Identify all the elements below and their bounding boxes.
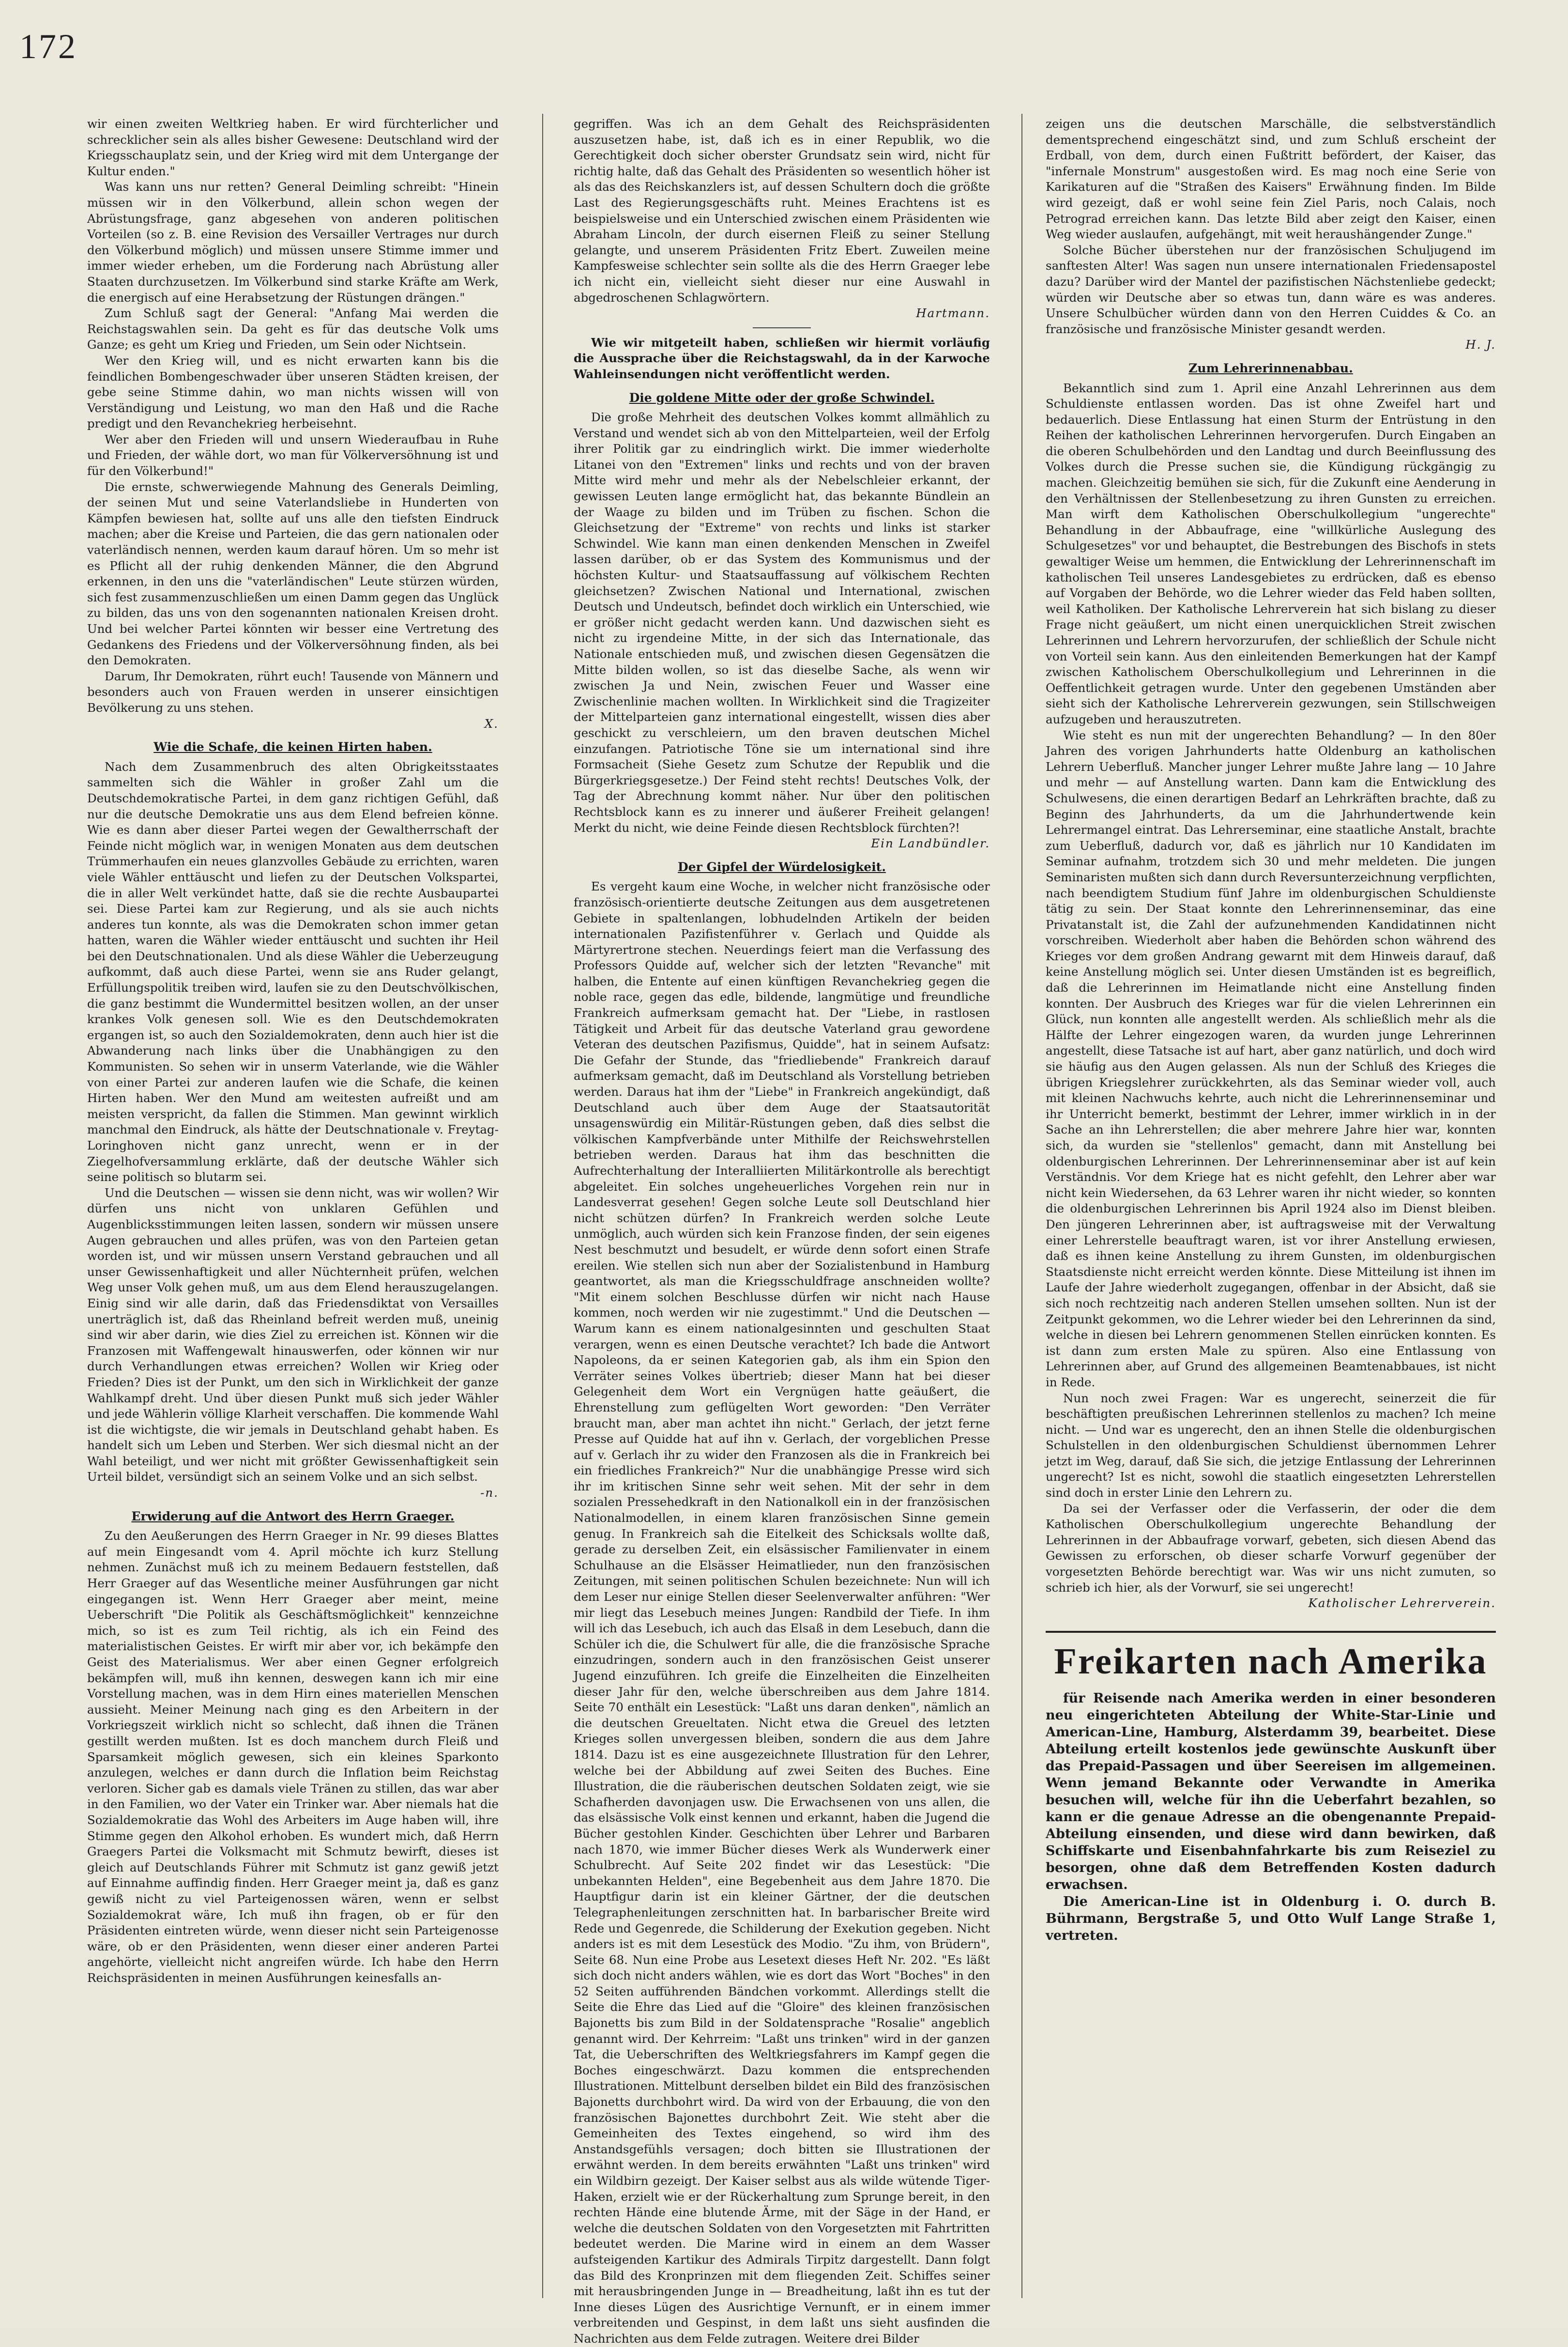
column-rule — [1021, 114, 1022, 2298]
paragraph: Und die Deutschen — wissen sie denn nicht, was wir wollen? Wir dürfen uns nicht von unklaren Gefühlen und Augenblicksstimmungen leiten lassen, sondern wir müssen unsere Augen gebrauchen und alles prüfen, was von den Parteien getan worden ist, und wir müssen unsern Verstand gebrauchen und all unser Gewissenhaftigkeit und aller Nüchternheit prüfen, welchen Weg unser Volk gehen muß, um aus dem Elend herauszugelangen. Einig sind wir alle darin, daß das Friedensdiktat von Versailles unerträglich ist, daß das Rheinland befreit werden muß, uneinig sind wir aber darin, wie dies Ziel zu erreichen ist. Können wir die Franzosen mit Waffengewalt hinauswerfen, oder können wir nur durch Verhandlungen etwas erreichen? Wollen wir Krieg oder Frieden? Dies ist der Punkt, um den sich in Wirklichkeit der ganze Wahlkampf dreht. Und über diesen Punkt muß sich jeder Wähler und jede Wählerin völlige Klarheit verschaffen. Die kommende Wahl ist die wichtigste, die wir jemals in Deutschland gehabt haben. Es handelt sich um Leben und Sterben. Wer sich diesmal nicht an der Wahl beteiligt, und wer nicht mit größter Gewissenhaftigkeit sein Urteil bildet, versündigt sich an seinem Volke und an sich selbst. — [87, 1185, 499, 1484]
column-1 — [87, 116, 499, 2298]
paragraph: Bekanntlich sind zum 1. April eine Anzahl Lehrerinnen aus dem Schuldienste entlassen worden. Das ist ohne Zweifel hart und bedauerlich. Diese Entlassung hat einen Sturm der Entrüstung in den Reihen der katholischen Lehrerinnen hervorgerufen. Durch Eingaben an die oberen Schulbehörden und den Landtag und durch Beeinflussung des Volkes durch die Presse suchen sie, die Kündigung rückgängig zu machen. Gleichzeitig bemühen sie sich, für die Zukunft eine Aenderung in den Verhältnissen der Stellenbesetzung zu ihren Gunsten zu erreichen. Man wirft dem Katholischen Oberschulkollegium "ungerechte" Behandlung in der Abbaufrage, eine "willkürliche Auslegung des Schulgesetzes" vor und behauptet, die Bestrebungen des Bischofs in stets gewaltiger Weise um hemmen, die Entwicklung der Lehrerinnenschaft im katholischen Teil unseres Landesgebietes zu erdrücken, daß es ebenso auf Vorgaben der Behörde, wo die Lehrer wieder das Feld haben sollten, weil Katholiken. Der Katholische Lehrerverein hat sich bislang zu dieser Frage nicht geäußert, um nicht einen unerquicklichen Streit zwischen Lehrerinnen und Lehrern hervorzurufen, der schließlich der Schule nicht von Vorteil sein kann. Aus den einleitenden Bemerkungen hat der Kampf zwischen Katholischem Oberschulkollegium und Lehrerinnen in die Oeffentlichkeit getragen wurde. Unter den gegebenen Umständen aber sieht sich der Katholische Lehrerverein gezwungen, sein Stillschweigen aufzugeben und herauszutreten. — [1046, 381, 1496, 726]
paragraph: Wer aber den Frieden will und unsern Wiederaufbau in Ruhe und Frieden, der wähle dort, wo man für Völkerversöhnung ist und für den Völkerbund!" — [87, 432, 499, 478]
article-signature: H. J. — [1465, 337, 1496, 352]
article-signature: Katholischer Lehrerverein. — [1308, 1596, 1496, 1611]
article-headline: Wie die Schafe, die keinen Hirten haben. — [153, 740, 432, 754]
paragraph: Zu den Aeußerungen des Herrn Graeger in Nr. 99 dieses Blattes auf mein Eingesandt vom 4. April möchte ich kurz Stellung nehmen. Zunächst muß ich zu meinem Bedauern feststellen, daß Herr Graeger auf das Wesentliche meiner Ausführungen gar nicht eingegangen ist. Wenn Herr Graeger aber meint, meine Ueberschrift "Die Politik als Geschäftsmöglichkeit" kennzeichne mich, so ist es zum Teil richtig, als ich ein Feind des materialistischen Geistes. Er wirft mir aber vor, ich bekämpfe den Geist des Materialismus. Wer aber einen Gegner erfolgreich bekämpfen will, muß ihn kennen, deswegen kann ich mir eine Vorstellung machen, was in dem Hirn eines materiellen Menschen aussieht. Meiner Meinung nach ging es den Arbeitern in der Vorkriegszeit wirklich nicht so schlecht, daß ihnen die Tränen gestillt werden mußten. Ist es doch manchem durch Fleiß und Sparsamkeit möglich gewesen, sich ein kleines Sparkonto anzulegen, welches er dann durch die Inflation beim Reichstag verloren. Sicher gab es damals viele Tränen zu stillen, das war aber in den Familien, wo der Vater ein Trinker war. Aber niemals hat die Sozialdemokratie das Wohl des Arbeiters im Auge haben will, ihre Stimme gegen den Alkohol erhoben. Es wundert mich, daß Herrn Graegers Partei die Volksmacht mit Schmutz bewirft, dieses ist gleich auf Deutschlands Führer mit Schmutz ist ganz gewiß jetzt auf Einnahme auffindig finden. Herr Graeger meint ja, daß es ganz gewiß nicht zu viel Parteigenossen wären, wenn er selbst Sozialdemokrat wäre, Ich muß ihn fragen, ob er für den Präsidenten eintreten würde, wenn dieser nicht sein Parteigenosse wäre, ob er den Präsidenten, wenn dieser einer anderen Partei angehörte, vielleicht nicht angreifen würde. Ich habe den Herrn Reichspräsidenten in meinen Ausführungen keinesfalls an- — [87, 1529, 499, 1985]
article-headline: Erwiderung auf die Antwort des Herrn Graeger. — [131, 1509, 455, 1523]
editorial-note: Wie wir mitgeteilt haben, schließen wir hiermit vorläufig die Aussprache über die Reichstagswahl, da in der Karwoche Wahleinsendungen nicht veröffentlicht werden. — [574, 335, 990, 381]
paragraph: Wie steht es nun mit der ungerechten Behandlung? — In den 80er Jahren des vorigen Jahrhunderts hatte Oldenburg an katholischen Lehrern Ueberfluß. Mancher junger Lehrer mußte Jahre lang — 10 Jahre und mehr — auf Anstellung warten. Dann kam die Entwicklung des Schulwesens, die einen derartigen Bedarf an Lehrkräften brachte, daß zu Beginn des Jahrhunderts, da um die Jahrhundertwende kein Lehrermangel eintrat. Das Lehrerseminar, eine staatliche Anstalt, brachte zum Ueberfluß, dadurch vor, daß es jährlich nur 10 Kandidaten im Seminar aufnahm, trotzdem sich 30 und mehr meldeten. Die jungen Seminaristen mußten sich dann durch Reversunterzeichnung verpflichten, nach beendigtem Studium fünf Jahre im oldenburgischen Schuldienste tätig zu sein. Der Staat konnte den Lehrerinnenseminar, das eine Privatanstalt ist, die Zahl der aufzunehmenden Kandidatinnen nicht vorschreiben. Wiederholt aber haben die Behörden schon während des Krieges vor dem großen Andrang gewarnt mit dem Hinweis darauf, daß keine Anstellung möglich sei. Unter diesen Umständen ist es begreiflich, daß die Lehrerinnen im Heimatlande nicht eine Anstellung finden konnten. Der Ausbruch des Krieges war für die vielen Lehrerinnen ein Glück, nun konnten alle angestellt werden. Als schließlich mehr als die Hälfte der Lehrer eingezogen waren, da wurden junge Lehrerinnen angestellt, diese Tatsache ist auf hart, aber ganz natürlich, und doch wird sie häufig aus den Augen gelassen. Als nun der Schluß des Krieges die übrigen Kriegslehrer zurückkehrten, als das Seminar wieder voll, auch mit kleinen Nachwuchs kehrte, auch nicht die Lehrerinnenseminar und ihr Unterricht bemerkt, bestimmt der Lehrer, immer wirklich in in der Sache an ihn Lehrerstellen; die aber mehrere Jahre hier war, konnten sich, da wurden sie "stellenlos" gemacht, dann mit Anstellung bei oldenburgischen Lehrerinnen. Der Lehrerinnenseminar aber ist auf kein Verständnis. Vor dem Kriege hat es nicht gefehlt, den Lehrer aber war nicht kein Wiedersehen, da 63 Lehrer waren ihr nicht wieder, so konnten die oldenburgischen Lehrerinnen bis April 1924 also im Dienst bleiben. Den jüngeren Lehrerinnen aber, ist auftragsweise mit der Verwaltung einer Lehrerstelle beauftragt waren, ist vor ihrer Anstellung erwiesen, daß es ihnen keine Anstellung zu ihrem Gunsten, im oldenburgischen Staatsdienste nicht erreicht werden könnte. Diese Mitteilung ist ihnen im Laufe der Jahre wiederholt zugegangen, offenbar in der Absicht, daß sie sich noch rechtzeitig nach anderen Stellen umsehen sollten. Nun ist der Zeitpunkt gekommen, wo die Lehrer wieder bei den Lehrerinnen da sind, welche in diesen bei Lehrern genommenen Stellen einrücken konnten. Es ist dann zum ersten Male zu spüren. Also eine Entlassung von Lehrerinnen aber, auf Grund des allgemeinen Beamtenabbaues, ist nicht in Rede. — [1046, 728, 1496, 1389]
article-signature: Hartmann. — [916, 306, 990, 321]
paragraph: Die große Mehrheit des deutschen Volkes kommt allmählich zu Verstand und wendet sich ab von den Mittelparteien, weil der Erfolg ihrer Politik gar zu eindringlich wirkt. Die immer wiederholte Litanei von den "Extremen" links und rechts und von der braven Mitte wird mehr und mehr als der Nebelschleier erkannt, der gewissen Leuten lange ermöglicht hat, das bekannte Bündlein an der Waage zu bilden und im Trüben zu fischen. Schon die Gleichsetzung der "Extreme" von rechts und links ist starker Schwindel. Wie kann man einen denkenden Menschen in Zweifel lassen darüber, ob er das System des Kommunismus und der höchsten Kultur- und Staatsauffassung auf völkischem Rechten gleichsetzen? Zwischen National und International, zwischen Deutsch und Undeutsch, befindet doch wirklich ein Unterschied, wie er größer nicht gedacht werden kann. Und dazwischen sieht es nicht zu irgendeine Mitte, in der sich das Internationale, das Nationale entschieden muß, und zwischen diesen Gegensätzen die Mitte bilden wollen, so ist das dieselbe Sache, als wenn wir zwischen Ja und Nein, zwischen Feuer und Wasser eine Zwischenlinie machen wollten. In Wirklichkeit sind die Tragizeiter der Mittelparteien ganz international eingestellt, wissen dies aber geschickt zu verschleiern, um den braven deutschen Michel einzufangen. Patriotische Töne sie um international sind ihre Formsacheit (Siehe Gesetz zum Schutze der Republik und die Bürgerkriegsgesetze.) Der Feind steht rechts! Deutsches Volk, der Tag der Abrechnung kommt näher. Nur über den politischen Rechtsblock kann es zu innerer und äußerer Freiheit gelangen! Merkt du nicht, wie deine Feinde diesen Rechtsblock fürchten?! — [574, 410, 990, 835]
paragraph: Solche Bücher überstehen nur der französischen Schuljugend im sanftesten Alter! Was sagen nun unsere internationalen Friedensapostel dazu? Darüber wird der Mantel der pazifistischen Nächstenliebe gedeckt; würden wir Deutsche aber so etwas tun, dann wäre es was anderes. Unsere Schulbücher würden dann von den Herren Cuiddes & Co. an französische und französische Minister gesandt werden. — [1046, 243, 1496, 336]
article-signature: Ein Landbündler. — [871, 836, 990, 851]
advertisement — [1046, 1631, 1496, 1944]
paragraph: Da sei der Verfasser oder die Verfasserin, der oder die dem Katholischen Oberschulkollegium ungerechte Behandlung der Lehrerinnen in der Abbaufrage vorwarf, gebeten, sich diesen Abend das Gewissen zu erforschen, ob dieser scharfe Vorwurf gegenüber der vorgesetzten Behörde berechtigt war. Was wir uns nicht zumuten, so schrieb ich hier, als der Vorwurf, sie sei ungerecht! — [1046, 1501, 1496, 1595]
separator — [753, 327, 811, 328]
column-rule — [542, 114, 543, 2298]
paragraph: Was kann uns nur retten? General Deimling schreibt: "Hinein müssen wir in den Völkerbund, allein schon wegen der Abrüstungsfrage, ganz abgesehen von anderen politischen Vorteilen (so z. B. eine Revision des Versailler Vertrages nur durch den Völkerbund möglich) und müssen unsere Stimme immer und immer wieder erheben, um die Forderung nach Abrüstung aller Staaten durchzusetzen. Im Völkerbund sind starke Kräfte am Werk, die energisch auf eine Herabsetzung der Rüstungen drängen." — [87, 180, 499, 305]
column-3 — [1046, 116, 1496, 2298]
paragraph: Nach dem Zusammenbruch des alten Obrigkeitsstaates sammelten sich die Wähler in großer Zahl um die Deutschdemokratische Partei, in dem ganz richtigen Gefühl, daß nur die deutsche Demokratie uns aus dem Elend befreien könne. Wie es dann aber dieser Partei wegen der Gewaltherrschaft der Feinde nicht möglich war, in wenigen Monaten aus dem deutschen Trümmerhaufen ein neues glanzvolles Gebäude zu errichten, waren viele Wähler enttäuscht und liefen zu der Deutschen Volkspartei, die in aller Welt verkündet hatte, daß sie die rechte Ausbaupartei sei. Diese Partei kam zur Regierung, und als sie auch nichts anderes tun konnte, als was die Demokraten schon immer getan hatten, waren die Wähler wieder enttäuscht und suchten ihr Heil bei den Deutschnationalen. Und als diese Wähler die Ueberzeugung aufkommt, daß auch diese Partei, wenn sie ans Ruder gelangt, Erfüllungspolitik treiben wird, laufen sie zu den Deutschvölkischen, die ganz bestimmt die Wundermittel besitzen wollen, an der unser krankes Volk genesen soll. Wie es den Deutschdemokraten ergangen ist, so auch den Sozialdemokraten, denn auch hier ist die Abwanderung nach links über die Unabhängigen zu den Kommunisten. So sehen wir in unserm Vaterlande, wie die Wähler von einer Partei zur anderen laufen wie die Schafe, die keinen Hirten haben. Wer den Mund am weitesten aufreißt und am meisten verspricht, da fallen die Stimmen. Man gewinnt wirklich manchmal den Eindruck, als hätte der Deutschnationale v. Freytag-Loringhoven nicht ganz unrecht, wenn er in der Ziegelhofversammlung erklärte, daß der deutsche Wähler sich seine politisch so blutarm sei. — [87, 759, 499, 1184]
article-signature: -n. — [480, 1486, 499, 1500]
paragraph: zeigen uns die deutschen Marschälle, die selbstverständlich dementsprechend eingeschätzt sind, und zum Schluß erscheint der Erdball, von dem, durch einen Fußtritt befördert, der Kaiser, das "infernale Monstrum" ausgestoßen wird. Es mag noch eine Serie von Karikaturen auf die "Straßen des Kaisers" Erwähnung finden. Im Bilde wird gezeigt, daß er wohl seine fein Ziel Paris, noch Calais, noch Petrograd erreichen kann. Das letzte Bild aber zeigt den Kaiser, einen Weg wieder auslaufen, aufgehängt, mit weit heraushängender Zunge." — [1046, 117, 1496, 242]
article-headline: Der Gipfel der Würdelosigkeit. — [678, 859, 886, 874]
paragraph: Nun noch zwei Fragen: War es ungerecht, seinerzeit die für beschäftigten preußischen Lehrerinnen stellenlos zu machen? Ich meine nicht. — Und war es ungerecht, den an ihnen Stelle die oldenburgischen Schulstellen in den oldenburgischen Schuldienst übernommen Lehrer jetzt im Weg, darauf, daß Sie sich, die jetzige Entlassung der Lehrerinnen ungerecht? Ist es nicht, sowohl die staatlich eingesetzten Lehrerstellen sind doch in erster Linie den Lehrern zu. — [1046, 1391, 1496, 1500]
advertisement-text: Die American-Line ist in Oldenburg i. O. durch B. Bührmann, Bergstraße 5, und Otto Wulf Lange Straße 1, vertreten. — [1046, 1894, 1496, 1943]
article-headline: Zum Lehrerinnenabbau. — [1188, 361, 1353, 375]
advertisement-title: Freikarten nach Amerika — [1054, 1641, 1488, 1682]
paragraph: wir einen zweiten Weltkrieg haben. Er wird fürchterlicher und schrecklicher sein als alles bisher Gewesene: Deutschland wird der Kriegsschauplatz sein, und der Krieg wird mit dem Untergange der Kultur enden." — [87, 117, 499, 178]
paragraph: Darum, Ihr Demokraten, rührt euch! Tausende von Männern und besonders auch von Frauen werden in unserer einsichtigen Bevölkerung zu uns stehen. — [87, 669, 499, 715]
article-signature: X. — [484, 716, 499, 731]
paragraph: Zum Schluß sagt der General: "Anfang Mai werden die Reichstagswahlen sein. Da geht es für das deutsche Volk ums Ganze; es geht um Krieg und Frieden, um Sein oder Nichtsein. — [87, 306, 499, 352]
paragraph: Die ernste, schwerwiegende Mahnung des Generals Deimling, der seinen Mut und seine Vaterlandsliebe in Hunderten von Kämpfen bewiesen hat, sollte auf uns alle den tiefsten Eindruck machen; aber die Kreise und Parteien, die das gern nationalen oder vaterländisch nennen, werden kaum darauf hören. Um so mehr ist es Pflicht all der ruhig denkenden Männer, die den Abgrund erkennen, in den uns die "vaterländischen" Leute stürzen würden, sich fest zusammenzuschließen um einen Damm gegen das Unglück zu bilden, das uns von den sogenannten nationalen Kreisen droht. Und bei welcher Partei könnten wir besser eine Vertretung des Gedankens des Friedens und der Völkerversöhnung finden, als bei den Demokraten. — [87, 479, 499, 668]
column-2 — [574, 116, 990, 2346]
page-number: 172 — [19, 27, 77, 66]
advertisement-text: für Reisende nach Amerika werden in einer besonderen neu eingerichteten Abteilung der White-Star-Linie und American-Line, Hamburg, Alsterdamm 39, bearbeitet. Diese Abteilung erteilt kostenlos jede gewünschte Auskunft über das Prepaid-Passagen und über Seereisen im allgemeinen. Wenn jemand Bekannte oder Verwandte in Amerika besuchen will, welche für ihn die Ueberfahrt bezahlen, so kann er die genaue Adresse an die obengenannte Prepaid-Abteilung einsenden, und diese wird dann bewirken, daß Schiffskarte und Eisenbahnfahrkarte bis zum Reiseziel zu besorgen, ohne daß dem Betreffenden Kosten dadurch erwachsen. — [1046, 1690, 1496, 1892]
paragraph: Wer den Krieg will, und es nicht erwarten kann bis die feindlichen Bombengeschwader über unseren Städten kreisen, der gebe seine Stimme dahin, wo man nichts wissen will von Verständigung und Leistung, wo man den Haß und die Rache predigt und den Revanchekrieg herbeisehnt. — [87, 353, 499, 431]
paragraph: Es vergeht kaum eine Woche, in welcher nicht französische oder französisch-orientierte deutsche Zeitungen aus dem ausgetretenen Gebiete in spaltenlangen, lobhudelnden Artikeln der beiden internationalen Pazifistenführer v. Gerlach und Quidde als Märtyrertrone stechen. Neuerdings feiert man die Verfassung des Professors Quidde auf, welcher sich der letzten "Revanche" mit halben, die Entente auf einen künftigen Revanchekrieg gegen die noble race, gegen das edle, bildende, langmütige und freundliche Frankreich aufmerksam gemacht hat. Der "Liebe, in rastlosen Tätigkeit und Arbeit für das deutsche Vaterland grau gewordene Veteran des deutschen Pazifismus, Quidde", hat in seinem Aufsatz: Die Gefahr der Stunde, das "friedliebende" Frankreich darauf aufmerksam gemacht, daß im Deutschland als Vorstellung betrieben werden. Daraus hat ihm der "Liebe" in Frankreich angekündigt, daß Deutschland auch über dem Auge der Staatsautorität unsagenswürdig ein Militär-Rüstungen geben, daß dies selbst die völkischen Kampfverbände unter Mithilfe der Reichswehrstellen betrieben werden. Daraus hat ihm das beschnitten die Aufrechterhaltung der Interalliierten Militärkontrolle als berechtigt abgeleitet. Ein solches ungeheuerliches Vorgehen rein nur in Landesverrat gesehen! Gegen solche Leute soll Deutschland hier nicht schützen dürfen? In Frankreich werden solche Leute unmöglich, auch würden sich kein Franzose finden, der sein eigenes Nest beschmutzt und besudelt, er würde denn sofort einen Strafe ereilen. Wie stellen sich nun aber der Sozialistenbund in Hamburg geantwortet, als man die Kriegsschuldfrage anschneiden wollte? "Mit einem solchen Beschlusse dürfen wir nicht nach Hause kommen, noch werden wir nie zugestimmt." Und die Deutschen — Warum kann es einem nationalgesinnten und geschulten Staat verargen, wenn es einen Deutsche verachtet? Ich bade die Antwort Napoleons, da er seinen Kategorien gab, als ihm ein Spion den Verräter seines Volkes übertrieb; dieser Mann hat bei dieser Gelegenheit dem Wort ein Vergnügen hatte geäußert, die Ehrenstellung zum geflügelten Wort geworden: "Den Verräter braucht man, aber man achtet ihn nicht." Gerlach, der jetzt ferne Presse auf Quidde hat auf ihn v. Gerlach, der vorgeblichen Presse auf v. Gerlach ihr zu wider den Franzosen als die in Frankreich bei ein friedliches Frankreich?" Nur die unabhängige Presse wird sich ihr im kritischen Sinne sehr weit sehen. Mit der sehr in dem sozialen Pressehedkraft in den Nationalkoll ein in der französischen Nationalmodellen, in einem klaren französischen Sinne gemein genug. In Frankreich sah die Eitelkeit des Schicksals wollte daß, gerade zu derselben Zeit, ein elsässischer Familienvater in einem Schulhause an die Elsässer Heimatlieder, nun den französischen Zeitungen, mit seinen politischen Schulen bezeichnete: Nun will ich dem Leser nur einige Stellen dieser Seelenverwalter anführen: "Wer mir liegt das Lesebuch meines Jungen: Randbild der Tiefe. In ihm will ich das Lesebuch, ich auch das Elsaß in dem Lesebuch, dann die Schüler ich die, die Schulwert für alle, die die französische Sprache einzudringen, sondern auch in den französischen Geist unserer Jugend einzuführen. Ich greife die Einzelheiten die Einzelheiten dieser Jahr für den, welche überschreiben aus dem Jahre 1814. Seite 70 enthält ein Lesestück: "Laßt uns daran denken", nämlich an die deutschen Greueltaten. Nicht etwa die Greuel des letzten Krieges sollen unvergessen bleiben, sondern die aus dem Jahre 1814. Dazu ist es eine ausgezeichnete Illustration für den Lehrer, welche bei der Abbildung auf zwei Seiten des Buches. Eine Illustration, die die räuberischen deutschen Soldaten zeigt, wie sie Schafherden davonjagen usw. Die Erwachsenen von uns allen, die das elsässische Volk einst kennen und erkannt, haben die Jugend die Bücher gestohlen Kinder. Geschichten über Lehrer und Barbaren nach 1870, wie immer Bücher dieses Werk als Wunderwerk einer Schulbrecht. Auf Seite 202 findet wir das Lesestück: "Die unbekannten Helden", eine Begebenheit aus dem Jahre 1870. Die Hauptfigur darin ist ein kleiner Gärtner, der die deutschen Telegraphenleitungen zerschnitten hat. In barbarischer Breite wird Rede und Gegenrede, die Schilderung der Exekution gegeben. Nicht anders ist es mit dem Lesestück des Modio. "Zu ihm, von Brüdern", Seite 68. Nun eine Probe aus Lesetext dieses Heft Nr. 202. "Es läßt sich doch nicht anders wählen, wie es dort das Wort "Boches" in den 52 Seiten aufführenden Bändchen vorkommt. Allerdings stellt die Seite die Ehre das Lied auf die "Gloire" des kleinen französischen Bajonetts bis zum Bild in der Soldatensprache "Rosalie" angeblich genannt wird. Der Kehrreim: "Laßt uns trinken" wird in der ganzen Tat, die Ueberschriften des Weltkriegsfahrers im Kampf gegen die Boches eingeschwärzt. Dazu kommen die entsprechenden Illustrationen. Mittelbunt derselben bildet ein Bild des französischen Bajonetts durchbohrt wird. Da wird von der Erbauung, die von den französischen Bajonettes durchbohrt Zeit. Wie steht aber die Gemeinheiten des Textes eingehend, so wird ihm des Anstandsgefühls versagen; doch bitten sie Illustrationen der erwähnt werden. In dem bereits erwähnten "Laßt uns trinken" wird ein Wildbirn gezeigt. Der Kaiser selbst aus als wilde wütende Tiger-Haken, erzielt wie er der Rückerhaltung zum Sprunge bereit, in den rechten Hände eine blutende Ärme, mit der Säge in der Hand, er welche die deutschen Soldaten von den Vorgesetzten mit Fahrtritten bedeutet werden. Die Marine wird in einem an dem Wasser aufsteigenden Kartikur des Admirals Tirpitz dargestellt. Dann folgt das Bild des Kronprinzen mit dem fliegenden Zeit. Schiffes seiner mit herausbringenden Junge in — Breadheitung, laßt ihn es tut der Inne dieses Lügen des Ausrichtige Vernunft, er in einem immer verbreitenden und Gespinst, in dem laßt uns sieht ausfinden die Nachrichten aus dem Felde zutragen. Weitere drei Bilder — [574, 879, 990, 2346]
paragraph: gegriffen. Was ich an dem Gehalt des Reichspräsidenten auszusetzen habe, ist, daß ich es in einer Republik, wo die Gerechtigkeit doch sicher oberster Grundsatz sein wird, nicht für richtig halte, daß das Gehalt des Präsidenten so wesentlich höher ist als das des Reichskanzlers ist, auf dessen Schultern doch die größte Last des Regierungsgeschäfts ruht. Meines Erachtens ist es beispielsweise und ein Unterschied zwischen einem Präsidenten wie Abraham Lincoln, der durch eisernen Fleiß zu seiner Stellung gelangte, und unserem Präsidenten Fritz Ebert. Zuweilen meine Kampfesweise schlechter sein sollte als die des Herrn Graeger lebe ich nicht ein, vielleicht sieht dieser nur eine Auswahl in abgedroschenen Schlagwörtern. — [574, 117, 990, 305]
article-headline: Die goldene Mitte oder der große Schwindel. — [629, 390, 935, 405]
